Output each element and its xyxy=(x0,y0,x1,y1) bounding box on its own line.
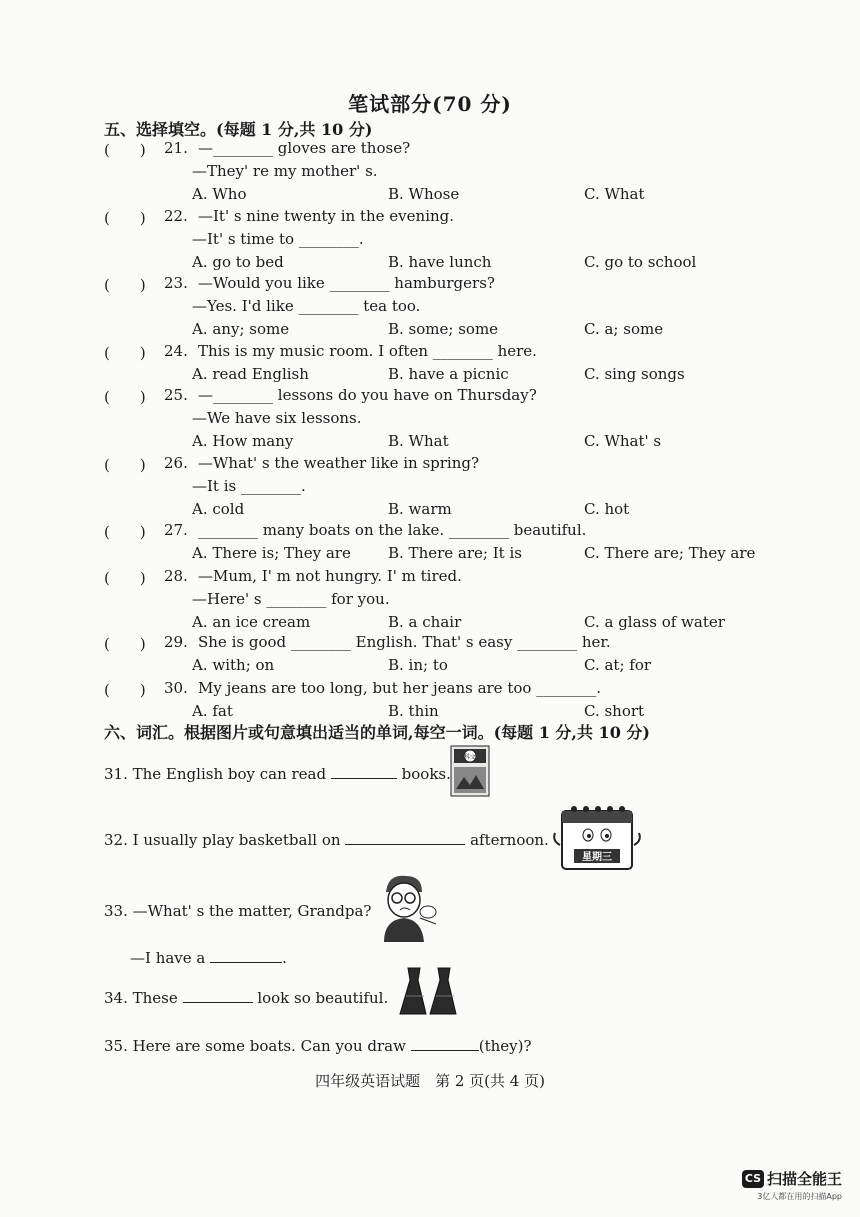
question-line: —________ lessons do you have on Thursday? xyxy=(198,386,537,404)
book-cover-text: 科文 xyxy=(463,754,477,761)
calendar-day-text: 星期三 xyxy=(582,852,612,863)
option-c: C. What xyxy=(584,185,645,203)
question-line: My jeans are too long, but her jeans are too ________. xyxy=(198,679,601,697)
option-a: A. How many xyxy=(192,432,294,450)
page-title: 笔试部分(70 分) xyxy=(348,92,512,116)
option-b: B. What xyxy=(388,432,449,450)
option-c: C. a glass of water xyxy=(584,613,725,631)
question-line: —It is ________. xyxy=(192,477,306,495)
question-line: —We have six lessons. xyxy=(192,409,362,427)
item-32 xyxy=(104,830,549,849)
question-number: 27. xyxy=(164,521,188,539)
answer-paren[interactable]: ( ) xyxy=(104,276,146,294)
option-b: B. There are; It is xyxy=(388,544,522,562)
option-c: C. short xyxy=(584,702,645,720)
option-c: C. at; for xyxy=(584,656,652,674)
option-a: A. an ice cream xyxy=(192,613,311,631)
item-34-tail: look so beautiful. xyxy=(257,989,389,1007)
question-number: 28. xyxy=(164,567,188,585)
option-c: C. a; some xyxy=(584,320,664,338)
option-c: C. What' s xyxy=(584,432,662,450)
option-a: A. read English xyxy=(192,365,309,383)
option-b: B. have lunch xyxy=(388,253,492,271)
section5-heading: 五、选择填空。(每题 1 分,共 10 分) xyxy=(104,120,373,139)
option-b: B. a chair xyxy=(388,613,462,631)
question-line: —________ gloves are those? xyxy=(198,139,411,157)
question-line: —Mum, I' m not hungry. I' m tired. xyxy=(198,567,462,585)
option-a: A. Who xyxy=(192,185,247,203)
question-number: 24. xyxy=(164,342,188,360)
option-b: B. warm xyxy=(388,500,452,518)
item-33-answer xyxy=(130,948,287,967)
option-c: C. hot xyxy=(584,500,630,518)
question-number: 21. xyxy=(164,139,188,157)
item-35-tail: (they)? xyxy=(478,1037,532,1055)
brand-tagline: 3亿人都在用的扫描App xyxy=(757,1192,842,1201)
option-a: A. any; some xyxy=(192,320,290,338)
scanner-watermark xyxy=(742,1168,842,1202)
question-line: —Here' s ________ for you. xyxy=(192,590,390,608)
question-line: She is good ________ English. That' s easy ________ her. xyxy=(198,633,611,651)
question-number: 30. xyxy=(164,679,188,697)
item-35 xyxy=(104,1036,532,1055)
item-35-blank[interactable] xyxy=(411,1036,479,1051)
book-picture xyxy=(450,745,490,801)
item-31-text: 31. The English boy can read xyxy=(104,765,327,783)
option-b: B. thin xyxy=(388,702,439,720)
item-34 xyxy=(104,988,388,1007)
option-b: B. have a picnic xyxy=(388,365,509,383)
item-32-blank[interactable] xyxy=(345,830,465,845)
item-32-text: 32. I usually play basketball on xyxy=(104,831,341,849)
question-line: ________ many boats on the lake. ________ beautiful. xyxy=(198,521,587,539)
item-33: 33. —What' s the matter, Grandpa? xyxy=(104,902,372,920)
answer-paren[interactable]: ( ) xyxy=(104,209,146,227)
question-number: 26. xyxy=(164,454,188,472)
item-31-blank[interactable] xyxy=(331,764,397,779)
page-footer: 四年级英语试题 第 2 页(共 4 页) xyxy=(315,1072,545,1090)
item-31-tail: books. xyxy=(401,765,451,783)
answer-paren[interactable]: ( ) xyxy=(104,456,146,474)
option-a: A. go to bed xyxy=(192,253,284,271)
question-number: 22. xyxy=(164,207,188,225)
cs-logo-icon: CS xyxy=(742,1170,764,1188)
item-31 xyxy=(104,764,451,783)
item-34-blank[interactable] xyxy=(183,988,253,1003)
option-b: B. some; some xyxy=(388,320,499,338)
answer-paren[interactable]: ( ) xyxy=(104,388,146,406)
option-a: A. with; on xyxy=(192,656,275,674)
answer-paren[interactable]: ( ) xyxy=(104,569,146,587)
option-b: B. Whose xyxy=(388,185,460,203)
option-a: A. cold xyxy=(192,500,245,518)
answer-paren[interactable]: ( ) xyxy=(104,635,146,653)
item-34-text: 34. These xyxy=(104,989,178,1007)
option-c: C. There are; They are xyxy=(584,544,756,562)
option-a: A. There is; They are xyxy=(192,544,351,562)
question-number: 25. xyxy=(164,386,188,404)
brand-name: 扫描全能王 xyxy=(766,1170,842,1188)
question-line: —It' s time to ________. xyxy=(192,230,364,248)
item-35-text: 35. Here are some boats. Can you draw xyxy=(104,1037,406,1055)
question-line: —It' s nine twenty in the evening. xyxy=(198,207,455,225)
grandpa-picture xyxy=(376,872,442,946)
option-c: C. go to school xyxy=(584,253,697,271)
option-c: C. sing songs xyxy=(584,365,685,383)
answer-paren[interactable]: ( ) xyxy=(104,344,146,362)
item-33-tail: . xyxy=(282,949,287,967)
question-line: —They' re my mother' s. xyxy=(192,162,378,180)
answer-paren[interactable]: ( ) xyxy=(104,141,146,159)
option-a: A. fat xyxy=(192,702,233,720)
question-line: —Would you like ________ hamburgers? xyxy=(198,274,495,292)
answer-paren[interactable]: ( ) xyxy=(104,681,146,699)
item-32-tail: afternoon. xyxy=(470,831,549,849)
question-line: —Yes. I'd like ________ tea too. xyxy=(192,297,421,315)
section6-heading: 六、词汇。根据图片或句意填出适当的单词,每空一词。(每题 1 分,共 10 分) xyxy=(104,723,650,742)
item-33-answer-text: —I have a xyxy=(130,949,206,967)
question-number: 23. xyxy=(164,274,188,292)
item-33-blank[interactable] xyxy=(210,948,282,963)
answer-paren[interactable]: ( ) xyxy=(104,523,146,541)
question-line: —What' s the weather like in spring? xyxy=(198,454,480,472)
question-number: 29. xyxy=(164,633,188,651)
option-b: B. in; to xyxy=(388,656,448,674)
calendar-picture xyxy=(552,803,642,877)
question-line: This is my music room. I often ________ here. xyxy=(198,342,537,360)
dresses-picture xyxy=(398,966,460,1022)
